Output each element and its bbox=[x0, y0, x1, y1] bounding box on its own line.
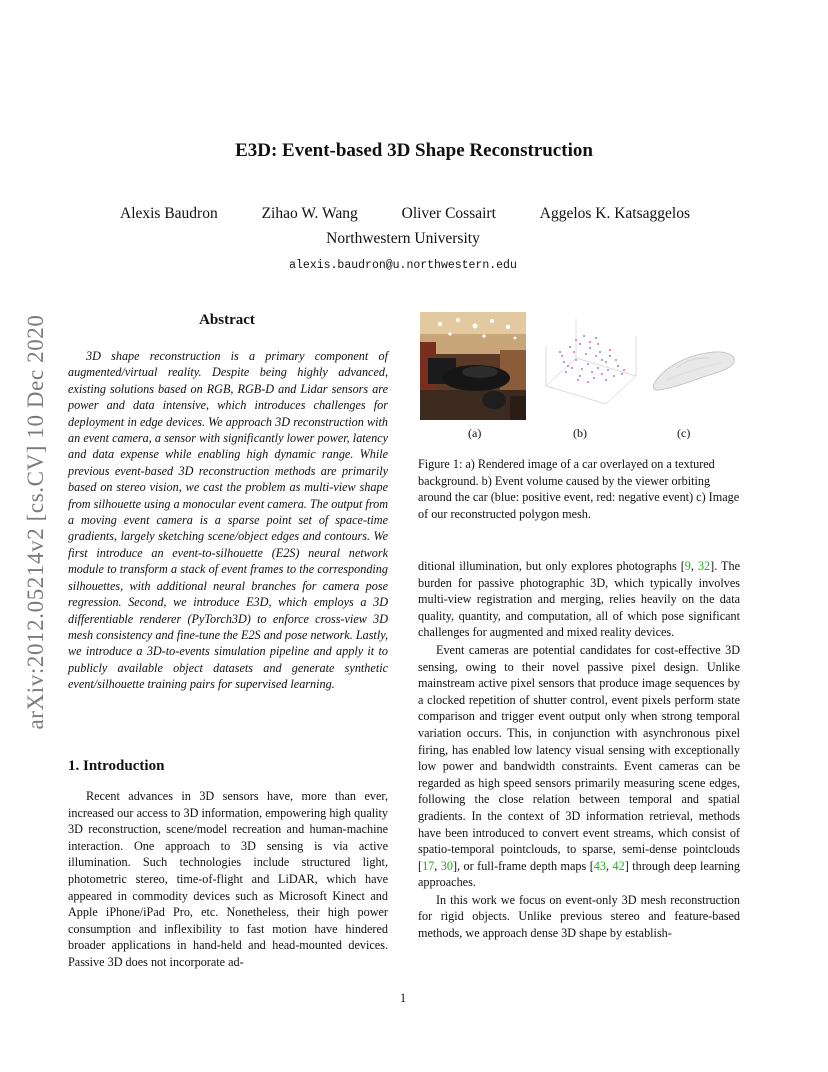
figure-1 bbox=[418, 312, 738, 442]
subfigure-label: (a) bbox=[468, 426, 482, 440]
arxiv-stamp: arXiv:2012.05214v2 [cs.CV] 10 Dec 2020 bbox=[23, 314, 48, 730]
event-volume-plot bbox=[536, 314, 646, 414]
page-number: 1 bbox=[399, 991, 407, 1005]
citation-link[interactable]: 9 bbox=[684, 559, 691, 573]
text-run: , bbox=[690, 559, 698, 573]
citation-link[interactable]: 17 bbox=[422, 858, 435, 873]
text-run: , bbox=[434, 858, 441, 873]
author-list bbox=[120, 205, 690, 223]
abstract-heading: Abstract bbox=[199, 312, 255, 328]
author-email: alexis.baudron@u.northwestern.edu bbox=[289, 259, 517, 272]
author-name: Oliver Cossairt bbox=[401, 205, 496, 222]
subfigure-label: (b) bbox=[573, 426, 587, 440]
introduction-text: Recent advances in 3D sensors have, more than ever, increased our access to 3D information, empowering high quality 3D reconstruction, scene/model recreation and human-machine interaction. One approach to 3D sensing is via active illumination. Such technologies include structured light, photometric stereo, time-of-flight and LiDAR, which have appeared in commodity devices such as Microsoft Kinect and Apple iPhone/iPad Pro, etc. Nonetheless, their high power consumption and inflexibility to fast motion have hindered broader applications in hand-held and head-mounted devices. Passive 3D does not incorporate ad- bbox=[68, 789, 388, 969]
citation-link[interactable]: 30 bbox=[440, 858, 453, 873]
text-run: ] through deep learning approaches. bbox=[418, 858, 740, 890]
author-name: Zihao W. Wang bbox=[261, 205, 358, 222]
text-run: , bbox=[605, 858, 613, 873]
paragraph bbox=[418, 642, 740, 891]
citation-link[interactable]: 32 bbox=[697, 559, 711, 573]
citation-link[interactable]: 42 bbox=[612, 858, 625, 873]
figure-caption: Figure 1: a) Rendered image of a car overlayed on a textured background. b) Event volume caused by the viewer orbiting around the car (blue: positive event, red: negative event) c) Image of our reconstructed polygon mesh. bbox=[418, 457, 740, 521]
paragraph bbox=[418, 892, 740, 942]
text-run: ], or full-frame depth maps [ bbox=[452, 858, 594, 873]
reconstructed-mesh-image bbox=[646, 332, 738, 402]
affiliation: Northwestern University bbox=[326, 230, 480, 247]
paragraph bbox=[418, 558, 740, 641]
paper-title: E3D: Event-based 3D Shape Reconstruction bbox=[235, 140, 593, 161]
rendered-car-image bbox=[420, 312, 526, 420]
text-run: In this work we focus on event-only 3D mesh reconstruction for rigid objects. Unlike previous stereo and feature-based methods, we approach dense 3D shape by establish- bbox=[418, 892, 740, 941]
text-run: ]. The burden for passive photographic 3D, which typically involves multi-view registration and merging, relies heavily on the data quality, quantity, and computation, all of which pose significant challenges for augmented and mixed reality devices. bbox=[418, 559, 740, 640]
text-run: ditional illumination, but only explores photographs [ bbox=[418, 559, 685, 573]
text-run: Event cameras are potential candidates for cost-effective 3D sensing, owing to their novel passive pixel design. Unlike mainstream active pixel sensors that produce image sequences by a clocked repetition of shutter control, event pixels perform state comparison and trigger event output only when strong temporal variation occurs. This, in conjunction with asynchronous pixel firing, has enabled low latency visual sensing with exceptionally low power and bandwidth constraints. Event cameras can be regarded as high speed sensors primarily measuring scene edges, following the close relation between temporal and spatial gradients. In the context of 3D information retrieval, methods have been introduced to convert event streams, which consist of spatio-temporal pointclouds, to sparse, semi-dense pointclouds [ bbox=[418, 642, 740, 873]
section-heading-introduction: 1. Introduction bbox=[68, 758, 165, 774]
citation-link[interactable]: 43 bbox=[593, 858, 606, 873]
author-name: Aggelos K. Katsaggelos bbox=[539, 205, 690, 222]
right-column-text bbox=[418, 558, 740, 942]
subfigure-label: (c) bbox=[677, 426, 691, 440]
abstract-text: 3D shape reconstruction is a primary component of augmented/virtual reality. Despite being highly advanced, existing solutions based on RGB, RGB-D and Lidar sensors are power and data intensive, which introduces challenges for deployment in edge devices. We approach 3D reconstruction with an event camera, a sensor with significantly lower power, latency and data expense while enabling high dynamic range. While previous event-based 3D reconstruction methods are primarily based on stereo vision, we cast the problem as multi-view shape from silhouette using a monocular event camera. The output from a moving event camera is a sparse point set of space-time gradients, largely sketching scene/object edges and contours. We first introduce an event-to-silhouette (E2S) neural network module to transform a stack of event frames to the corresponding silhouettes, with additional neural branches for camera pose regression. Second, we introduce E3D, which employs a 3D differentiable renderer (PyTorch3D) to enforce cross-view 3D mesh consistency and fine-tune the E2S and pose network. Lastly, we introduce a 3D-to-events simulation pipeline and apply it to publicly available object datasets and generate synthetic event/silhouette training pairs for supervised learning. bbox=[68, 349, 388, 692]
author-name: Alexis Baudron bbox=[120, 205, 218, 222]
